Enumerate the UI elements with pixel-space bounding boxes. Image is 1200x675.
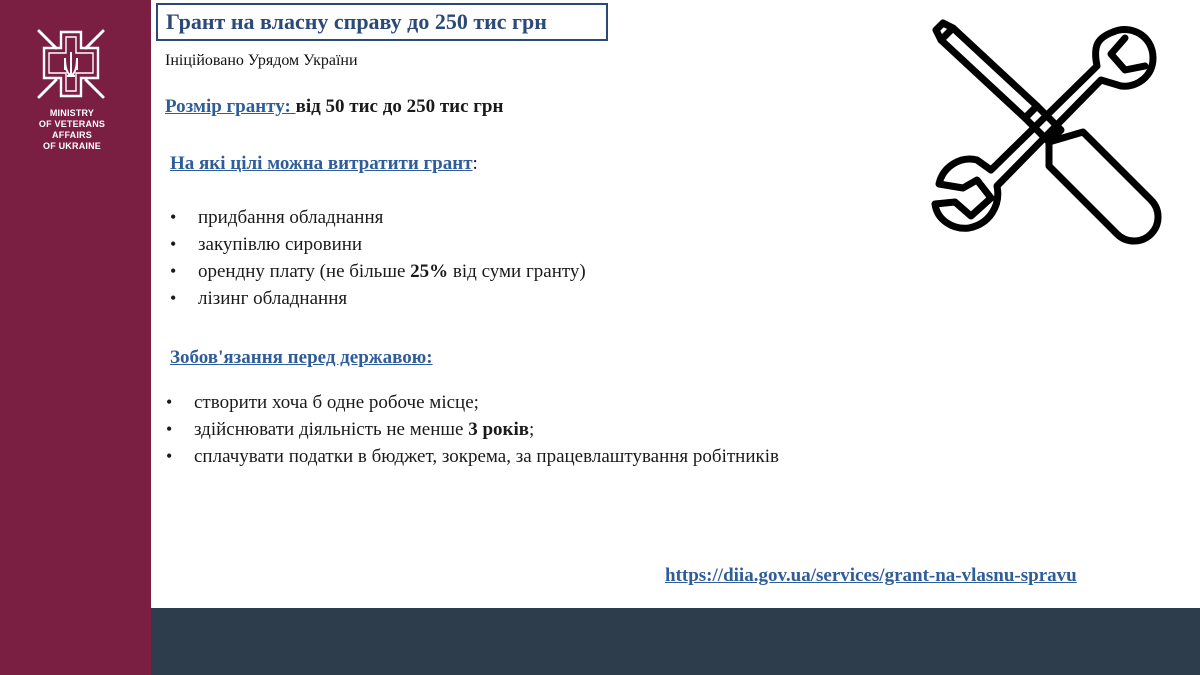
purposes-heading: [170, 153, 478, 175]
obligations-heading-text: Зобов'язання перед державою:: [170, 347, 433, 368]
ministry-sidebar: [0, 0, 151, 675]
ministry-emblem-icon: [36, 28, 106, 100]
list-item-text: здійснювати діяльність не менше: [194, 419, 469, 440]
grant-size-label: Розмір гранту:: [165, 96, 296, 117]
service-link[interactable]: https://diia.gov.ua/services/grant-na-vlasnu-spravu: [665, 565, 1077, 586]
list-item: [170, 231, 586, 258]
obligations-heading: [170, 347, 433, 369]
list-item-text: закупівлю сировини: [198, 234, 363, 255]
list-item-text: придбання обладнання: [198, 207, 384, 228]
list-item-text: від суми гранту): [448, 261, 586, 282]
list-item-text: орендну плату (не більше: [198, 261, 411, 282]
list-item: [170, 285, 586, 312]
list-item: [170, 258, 586, 285]
grant-size-value: від 50 тис до 250 тис грн: [295, 96, 504, 117]
purposes-heading-text: На які цілі можна витратити грант: [170, 153, 473, 174]
footer-band: [151, 608, 1200, 675]
list-item: [170, 204, 586, 231]
list-item-bold: 3 років: [468, 419, 529, 440]
slide-title: Грант на власну справу до 250 тис грн: [156, 3, 608, 41]
list-item: [166, 389, 779, 416]
list-item: [166, 443, 779, 470]
list-item-text: створити хоча б одне робоче місце;: [194, 392, 479, 413]
wrench-screwdriver-icon: [925, 10, 1170, 250]
obligations-list: [166, 389, 779, 470]
grant-size: [165, 96, 503, 118]
slide-subtitle: Ініційовано Урядом України: [165, 52, 358, 69]
list-item-text: сплачувати податки в бюджет, зокрема, за працевлаштування робітників: [194, 446, 779, 467]
list-item-text: лізинг обладнання: [198, 288, 348, 309]
list-item: [166, 416, 779, 443]
list-item-bold: 25%: [410, 261, 449, 282]
purposes-heading-colon: :: [472, 153, 478, 174]
list-item-text: ;: [529, 419, 535, 440]
ministry-name: MINISTRY OF VETERANS AFFAIRS OF UKRAINE: [38, 108, 106, 151]
purposes-list: [170, 204, 586, 312]
